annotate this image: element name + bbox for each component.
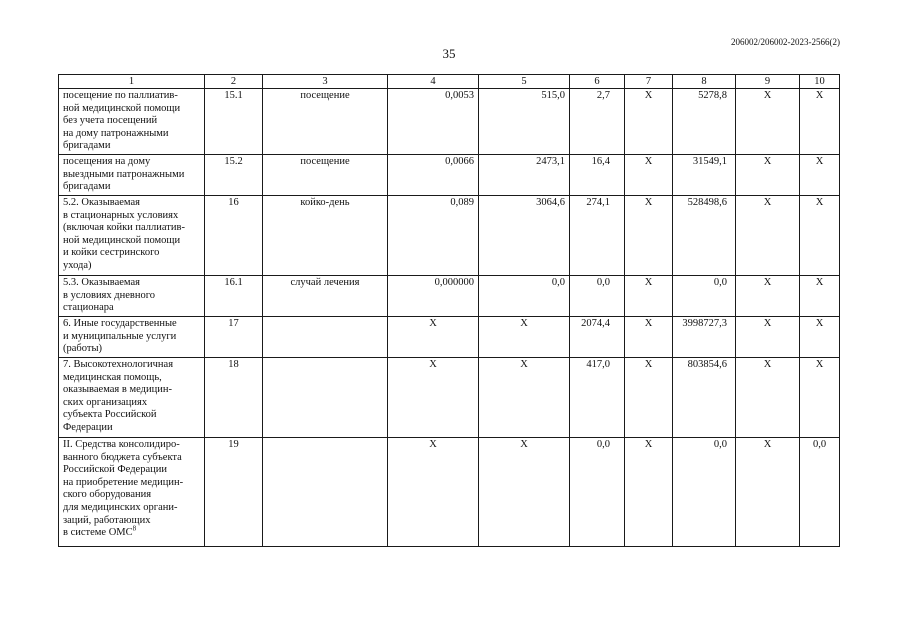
column-number: 9 (736, 75, 800, 89)
cell-col-7: X (625, 196, 673, 276)
row-name: 5.3. Оказываемая в условиях дневного стационара (59, 276, 205, 317)
row-name: 6. Иные государственные и муниципальные услуги (работы) (59, 317, 205, 358)
cell-col-4: X (388, 358, 479, 438)
footnote-marker: 8 (132, 524, 137, 533)
cell-col-7: X (625, 276, 673, 317)
cell-col-8: 3998727,3 (673, 317, 736, 358)
cell-col-8: 5278,8 (673, 89, 736, 155)
row-name: посещение по паллиатив- ной медицинской помощи без учета посещений на дому патронажными бригадами (59, 89, 205, 155)
table-row (59, 438, 840, 547)
row-line-number: 17 (205, 317, 263, 358)
table-row (59, 196, 840, 276)
table-row (59, 358, 840, 438)
cell-col-9: X (736, 155, 800, 196)
cell-col-4: 0,089 (388, 196, 479, 276)
row-name: посещения на дому выездными патронажными бригадами (59, 155, 205, 196)
cell-col-8: 0,0 (673, 438, 736, 547)
cell-col-4: 0,0066 (388, 155, 479, 196)
row-name-text: II. Средства консолидиро- ванного бюджета субъекта Российской Федерации на приобретение медицин- ского оборудования для медицинских органи- заций, работающих в системе ОМС (63, 439, 184, 539)
cell-col-10: X (800, 155, 840, 196)
row-line-number: 19 (205, 438, 263, 547)
cell-col-8: 803854,6 (673, 358, 736, 438)
cell-col-7: X (625, 358, 673, 438)
cell-col-5: 0,0 (479, 276, 570, 317)
column-number: 3 (263, 75, 388, 89)
cell-col-5: X (479, 317, 570, 358)
data-table (58, 74, 840, 547)
row-unit: случай лечения (263, 276, 388, 317)
cell-col-10: X (800, 89, 840, 155)
cell-col-4: 0,000000 (388, 276, 479, 317)
cell-col-9: X (736, 196, 800, 276)
column-number: 2 (205, 75, 263, 89)
cell-col-5: X (479, 358, 570, 438)
cell-col-10: X (800, 276, 840, 317)
cell-col-4: X (388, 317, 479, 358)
cell-col-7: X (625, 317, 673, 358)
row-line-number: 18 (205, 358, 263, 438)
document-registration-number: 206002/206002-2023-2566(2) (731, 37, 840, 47)
cell-col-9: X (736, 276, 800, 317)
row-line-number: 15.1 (205, 89, 263, 155)
row-unit: койко-день (263, 196, 388, 276)
cell-col-4: 0,0053 (388, 89, 479, 155)
table-row (59, 89, 840, 155)
row-unit: посещение (263, 155, 388, 196)
column-number: 4 (388, 75, 479, 89)
row-unit (263, 358, 388, 438)
cell-col-6: 417,0 (570, 358, 625, 438)
page-number: 35 (442, 46, 456, 61)
cell-col-5: 515,0 (479, 89, 570, 155)
row-unit (263, 317, 388, 358)
cell-col-7: X (625, 89, 673, 155)
table-row (59, 317, 840, 358)
row-unit (263, 438, 388, 547)
cell-col-10: X (800, 317, 840, 358)
row-line-number: 16 (205, 196, 263, 276)
column-number: 5 (479, 75, 570, 89)
cell-col-6: 0,0 (570, 438, 625, 547)
cell-col-9: X (736, 438, 800, 547)
cell-col-9: X (736, 89, 800, 155)
row-unit: посещение (263, 89, 388, 155)
column-number: 10 (800, 75, 840, 89)
cell-col-9: X (736, 317, 800, 358)
column-number: 7 (625, 75, 673, 89)
row-line-number: 15.2 (205, 155, 263, 196)
cell-col-6: 2,7 (570, 89, 625, 155)
column-number: 6 (570, 75, 625, 89)
cell-col-10: X (800, 196, 840, 276)
column-number-row (59, 75, 840, 89)
cell-col-6: 2074,4 (570, 317, 625, 358)
cell-col-7: X (625, 438, 673, 547)
cell-col-5: 2473,1 (479, 155, 570, 196)
cell-col-8: 528498,6 (673, 196, 736, 276)
cell-col-10: X (800, 358, 840, 438)
cell-col-6: 274,1 (570, 196, 625, 276)
cell-col-5: X (479, 438, 570, 547)
cell-col-5: 3064,6 (479, 196, 570, 276)
table-row (59, 276, 840, 317)
row-name: 7. Высокотехнологичная медицинская помощь, оказываемая в медицин- ских организациях субъекта Российской Федерации (59, 358, 205, 438)
cell-col-8: 0,0 (673, 276, 736, 317)
cell-col-4: X (388, 438, 479, 547)
cell-col-6: 0,0 (570, 276, 625, 317)
column-number: 8 (673, 75, 736, 89)
row-name (59, 438, 205, 547)
row-name: 5.2. Оказываемая в стационарных условиях (включая койки паллиатив- ной медицинской помощи и койки сестринского ухода) (59, 196, 205, 276)
cell-col-10: 0,0 (800, 438, 840, 547)
cell-col-9: X (736, 358, 800, 438)
cell-col-8: 31549,1 (673, 155, 736, 196)
row-line-number: 16.1 (205, 276, 263, 317)
cell-col-6: 16,4 (570, 155, 625, 196)
table-row (59, 155, 840, 196)
cell-col-7: X (625, 155, 673, 196)
column-number: 1 (59, 75, 205, 89)
